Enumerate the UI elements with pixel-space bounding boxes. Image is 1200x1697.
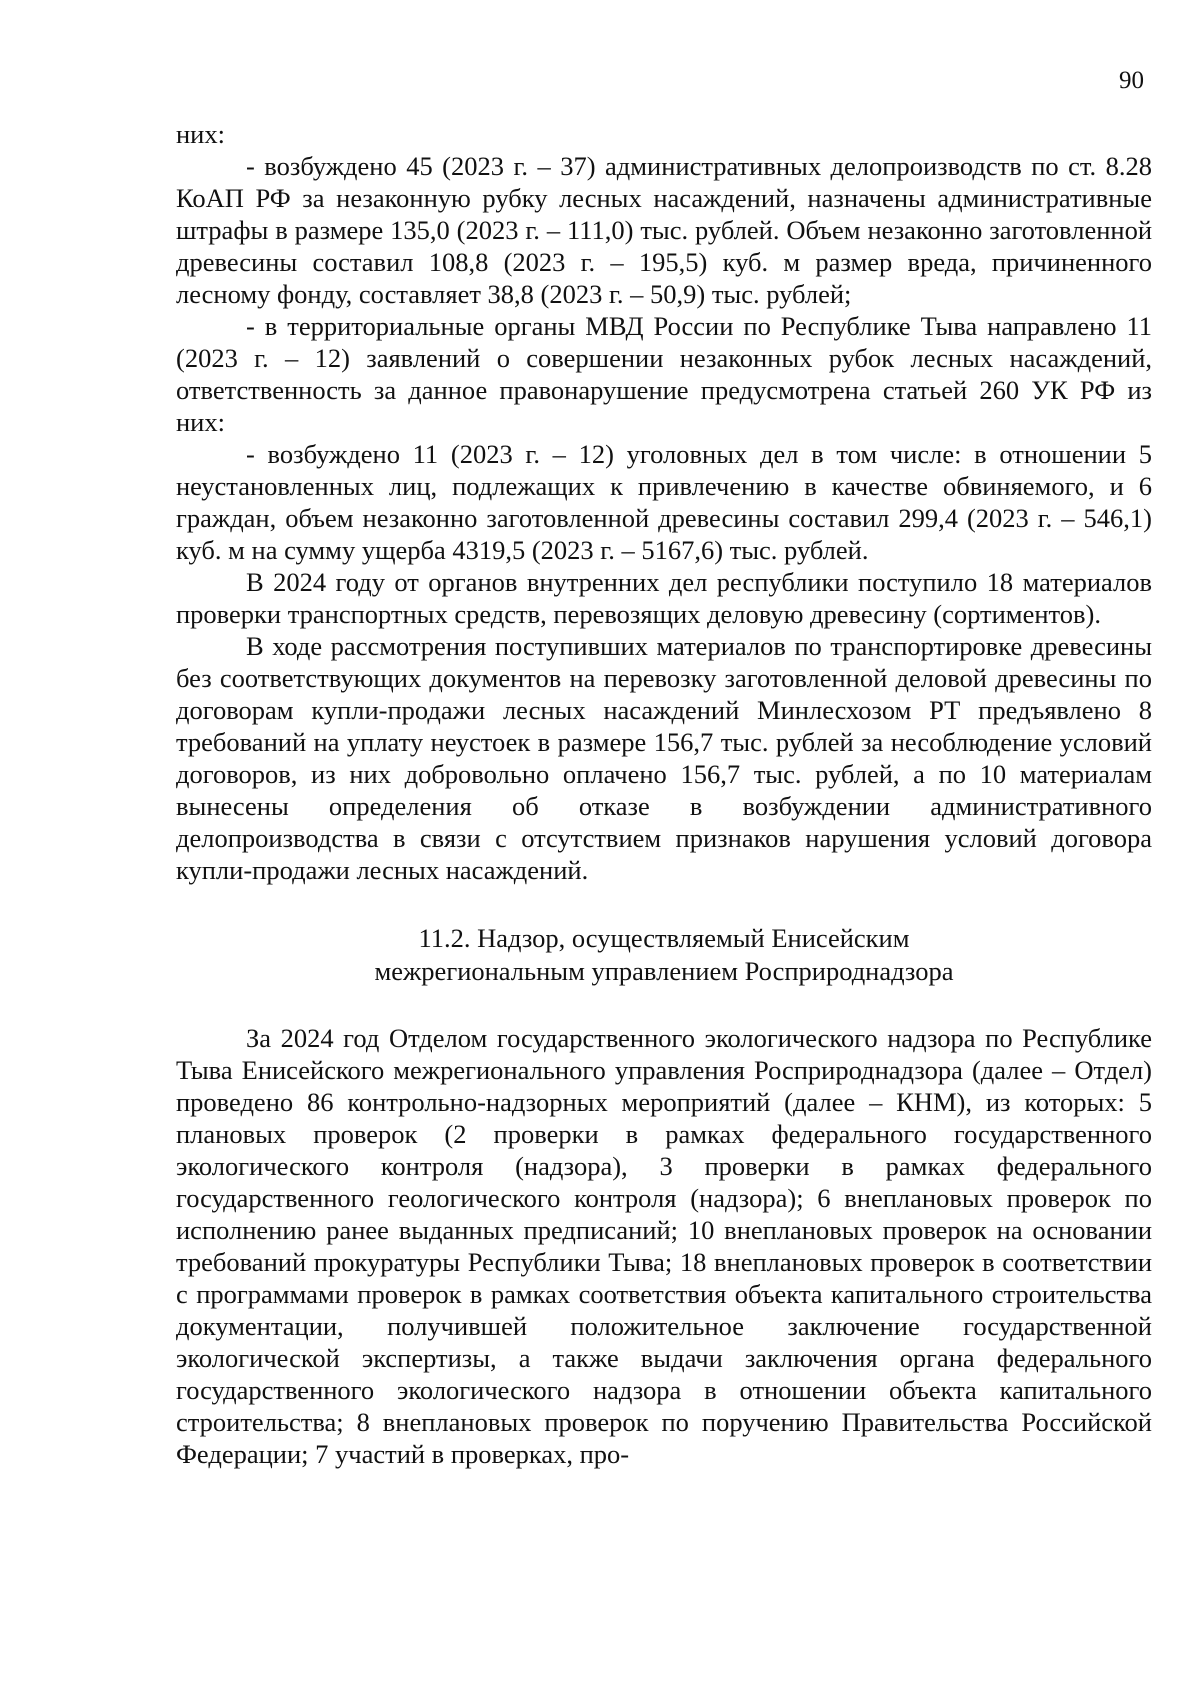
document-body bbox=[176, 118, 1152, 1470]
paragraph-penalty-demands: В ходе рассмотрения поступивших материалов по транспортировке древесины без соответствующих документов на перевозку заготовленной деловой древесины по договорам купли-продажи лесных насаждений Минлесхозом РТ предъявлено 8 требований на уплату неустоек в размере 156,7 тыс. рублей за несоблюдение условий договоров, из них добровольно оплачено 156,7 тыс. рублей, а по 10 материалам вынесены определения об отказе в возбуждении административного делопроизводства в связи с отсутствием признаков нарушения условий договора купли-продажи лесных насаждений. bbox=[176, 631, 1152, 885]
paragraph-administrative-cases: - возбуждено 45 (2023 г. – 37) административных делопроизводств по ст. 8.28 КоАП РФ за незаконную рубку лесных насаждений, назначены административные штрафы в размере 135,0 (2023 г. – 111,0) тыс. рублей. Объем незаконно заготовленной древесины составил 108,8 (2023 г. – 195,5) куб. м размер вреда, причиненного лесному фонду, составляет 38,8 (2023 г. – 50,9) тыс. рублей; bbox=[176, 151, 1152, 309]
paragraph-transport-materials: В 2024 году от органов внутренних дел республики поступило 18 материалов проверки транспортных средств, перевозящих деловую древесину (сортиментов). bbox=[176, 567, 1152, 629]
page-number: 90 bbox=[1119, 67, 1144, 94]
paragraph-criminal-cases: - возбуждено 11 (2023 г. – 12) уголовных дел в том числе: в отношении 5 неустановленных лиц, подлежащих к привлечению в качестве обвиняемого, и 6 граждан, объем незаконно заготовленной древесины составил 299,4 (2023 г. – 546,1) куб. м на сумму ущерба 4319,5 (2023 г. – 5167,6) тыс. рублей. bbox=[176, 439, 1152, 565]
paragraph-mvd-applications: - в территориальные органы МВД России по Республике Тыва направлено 11 (2023 г. – 12) заявлений о совершении незаконных рубок лесных насаждений, ответственность за данное правонарушение предусмотрена статьей 260 УК РФ из них: bbox=[176, 311, 1152, 437]
paragraph-continuation: них: bbox=[176, 119, 225, 149]
section-heading bbox=[176, 922, 1152, 988]
section-heading-line-1: 11.2. Надзор, осуществляемый Енисейским bbox=[418, 923, 910, 953]
section-heading-line-2: межрегиональным управлением Росприроднадзора bbox=[374, 956, 954, 986]
paragraph-rosprirodnadzor-inspections: За 2024 год Отделом государственного экологического надзора по Республике Тыва Енисейского межрегионального управления Росприроднадзора (далее – Отдел) проведено 86 контрольно-надзорных мероприятий (далее – КНМ), из которых: 5 плановых проверок (2 проверки в рамках федерального государственного экологического контроля (надзора), 3 проверки в рамках федерального государственного геологического контроля (надзора); 6 внеплановых проверок по исполнению ранее выданных предписаний; 10 внеплановых проверок на основании требований прокуратуры Республики Тыва; 18 внеплановых проверок в соответствии с программами проверок в рамках соответствия объекта капитального строительства документации, получившей положительное заключение государственной экологической экспертизы, а также выдачи заключения органа федерального государственного экологического надзора в отношении объекта капитального строительства; 8 внеплановых проверок по поручению Правительства Российской Федерации; 7 участий в проверках, про- bbox=[176, 1023, 1152, 1469]
